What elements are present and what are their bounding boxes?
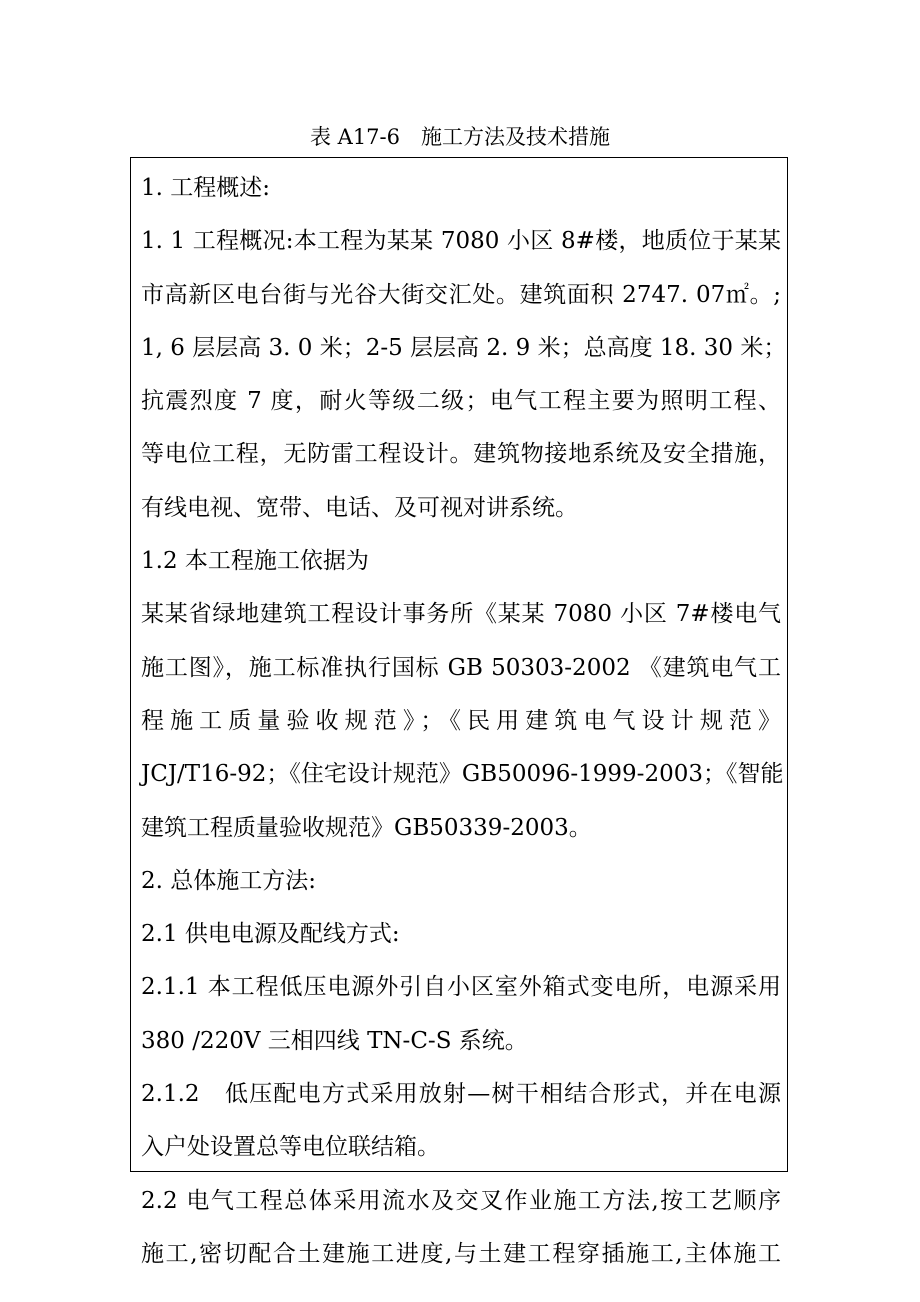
text-line: 入户处设置总等电位联结箱。 xyxy=(141,1134,440,1161)
text-line: 2.1.1 本工程低压电源外引自小区室外箱式变电所，电源采用 xyxy=(141,974,781,1001)
text-line: 2.2 电气工程总体采用流水及交叉作业施工方法,按工艺顺序 xyxy=(141,1187,781,1214)
text-line: 1.2 本工程施工依据为 xyxy=(141,548,369,575)
text-line: 380 /220V 三相四线 TN-C-S 系统。 xyxy=(141,1027,528,1054)
text-line: JCJ/T16-92；《住宅设计规范》GB50096-1999-2003；《智能 xyxy=(141,761,784,788)
text-line: 程施工质量验收规范》；《民用建筑电气设计规范》 xyxy=(141,707,781,734)
text-line: 等电位工程，无防雷工程设计。建筑物接地系统及安全措施， xyxy=(141,441,781,468)
text-line: 某某省绿地建筑工程设计事务所《某某 7080 小区 7#楼电气 xyxy=(141,601,781,628)
content-lines xyxy=(141,168,787,1287)
text-line: 有线电视、宽带、电话、及可视对讲系统。 xyxy=(141,494,578,521)
content-frame xyxy=(130,157,788,1267)
text-line: 建筑工程质量验收规范》GB50339-2003。 xyxy=(141,814,592,841)
text-line: 2.1.2 低压配电方式采用放射—树干相结合形式，并在电源 xyxy=(141,1081,781,1108)
table-title: 表 A17-6 施工方法及技术措施 xyxy=(309,125,611,149)
text-line: 1, 6 层层高 3. 0 米；2-5 层层高 2. 9 米；总高度 18. 30 米； xyxy=(141,334,787,361)
text-line: 抗震烈度 7 度，耐火等级二级；电气工程主要为照明工程、 xyxy=(141,388,781,415)
text-line: 1. 1 工程概况:本工程为某某 7080 小区 8#楼，地质位于某某 xyxy=(141,228,781,255)
text-line: 施工,密切配合土建施工进度,与土建工程穿插施工,主体施工 xyxy=(141,1240,781,1267)
text-line: 2.1 供电电源及配线方式: xyxy=(141,921,400,948)
text-line: 1. 工程概述: xyxy=(141,175,271,201)
text-line: 市高新区电台街与光谷大街交汇处。建筑面积 2747. 07㎡。; xyxy=(141,281,781,308)
text-line: 施工图》，施工标准执行国标 GB 50303-2002 《建筑电气工 xyxy=(141,654,781,681)
text-line: 2. 总体施工方法: xyxy=(141,867,317,894)
